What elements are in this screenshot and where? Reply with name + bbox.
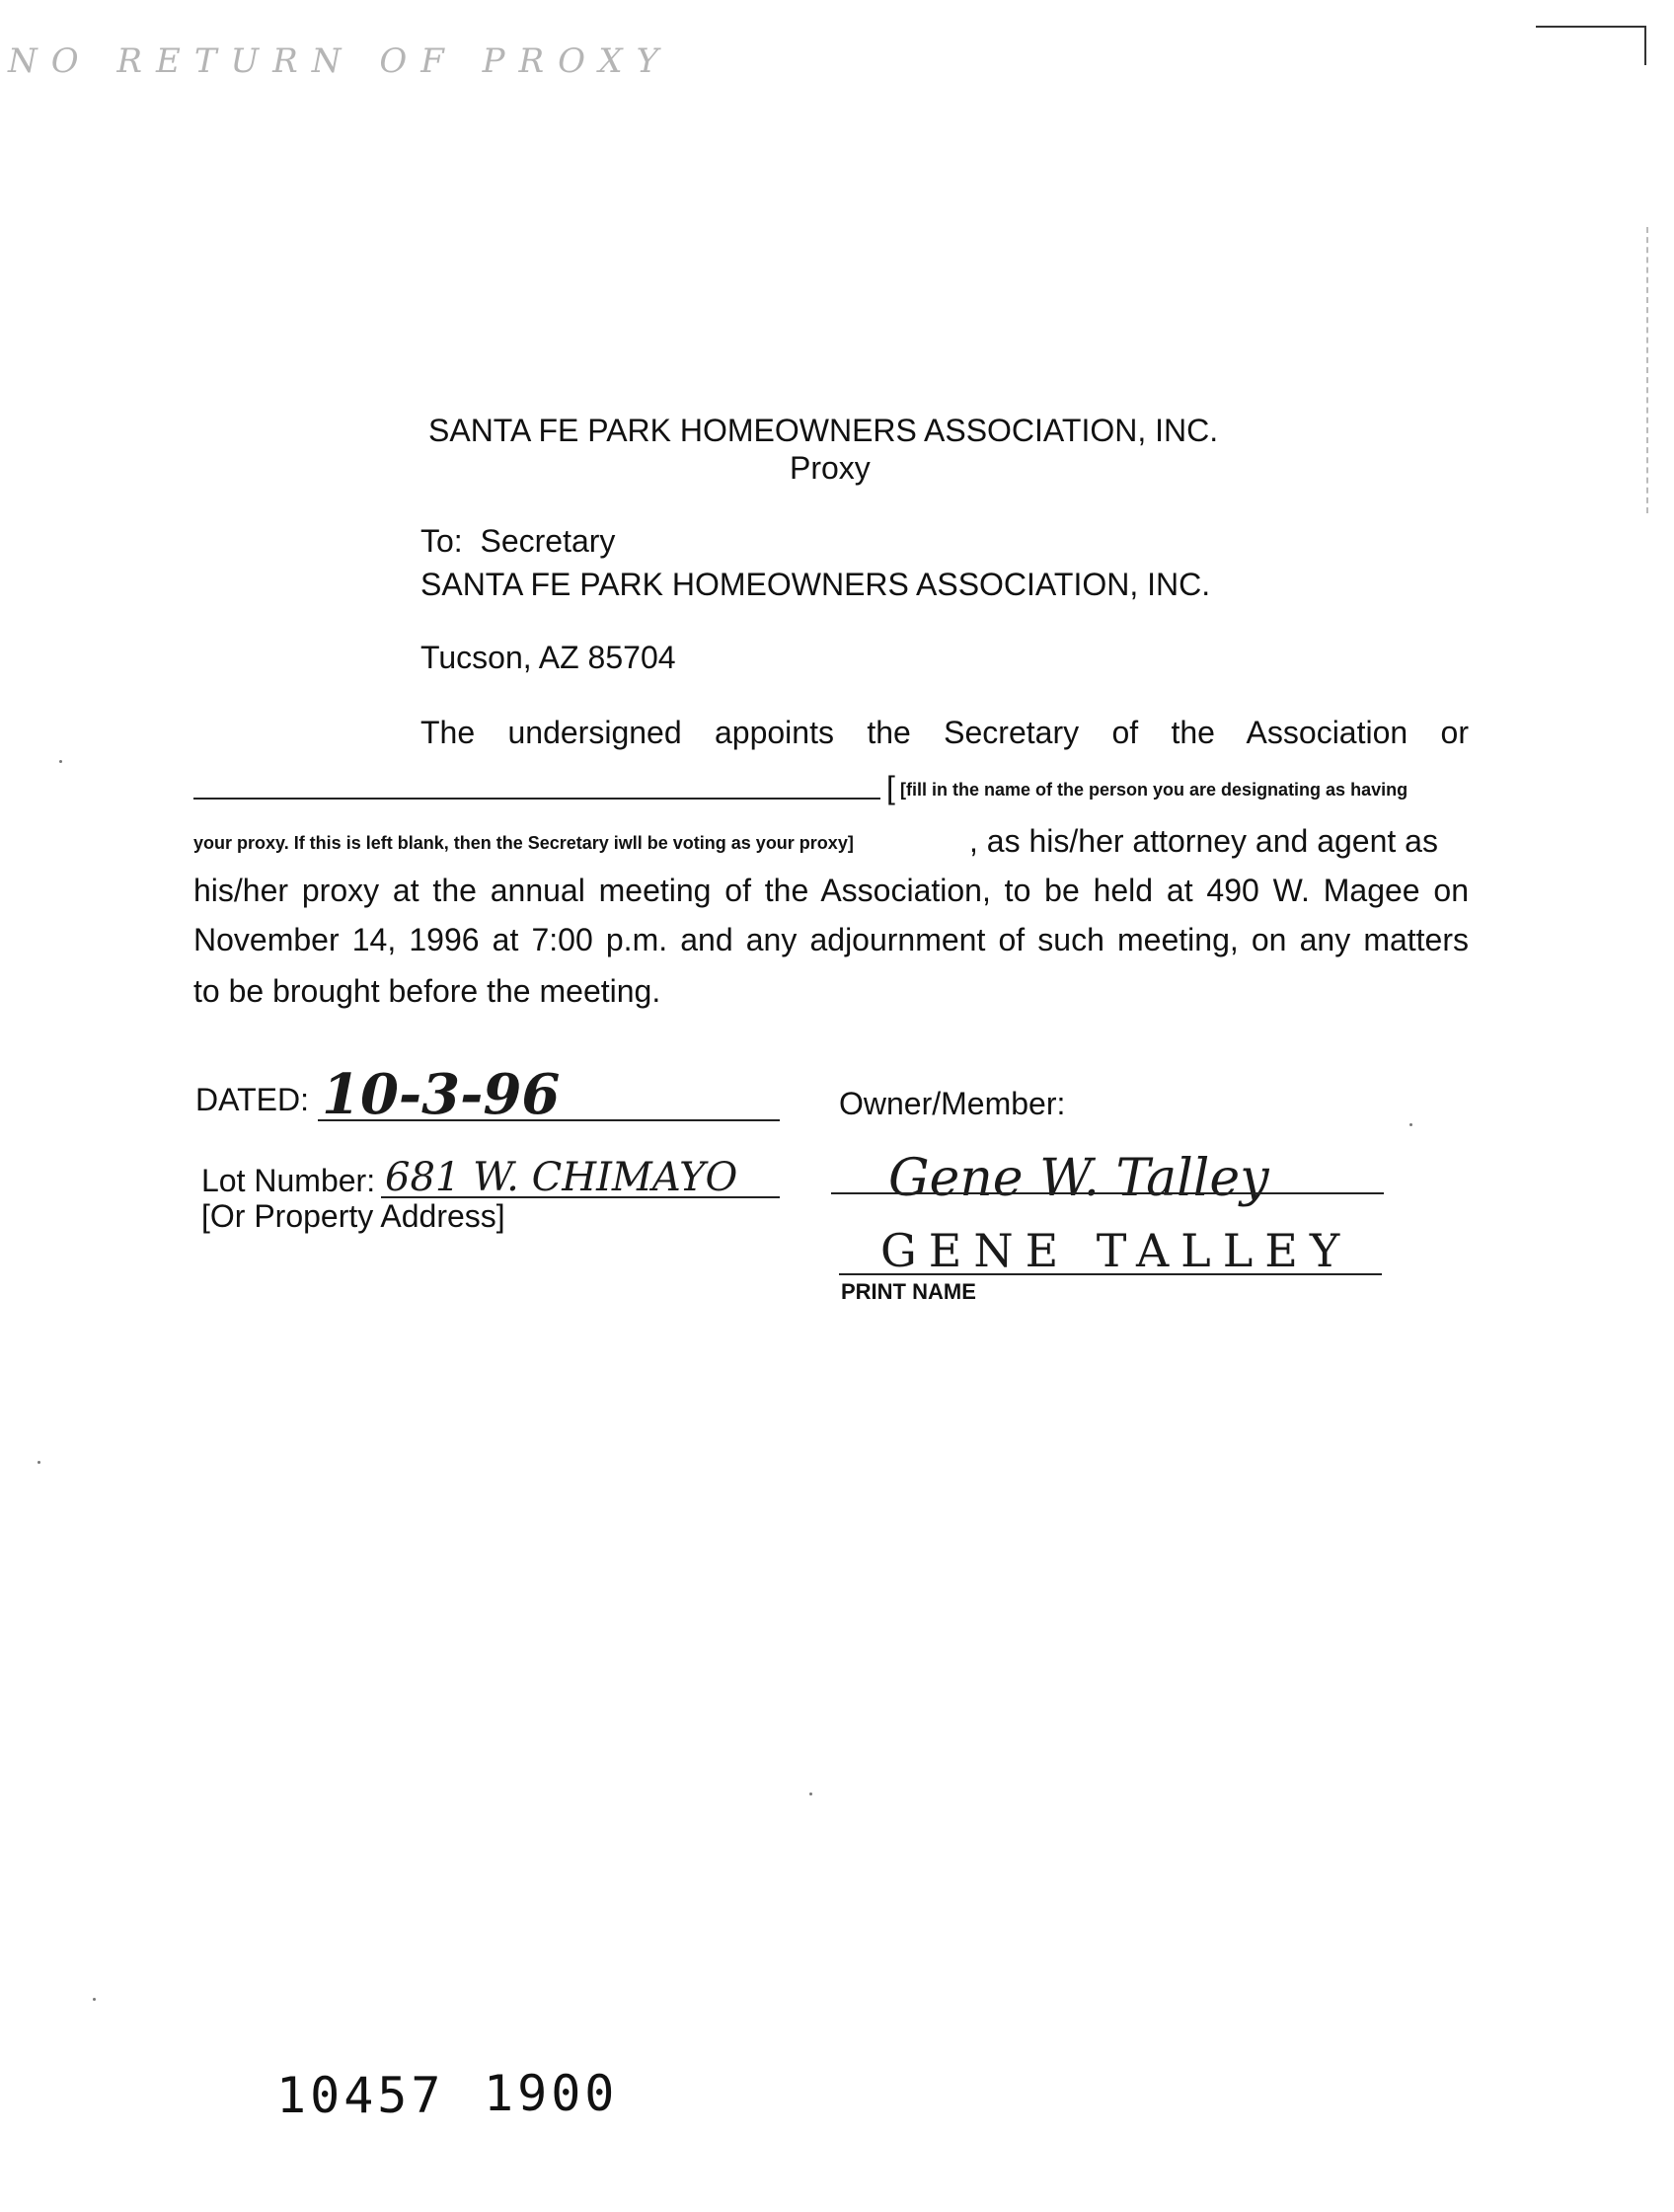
dated-line — [318, 1119, 780, 1121]
signature-line — [831, 1192, 1384, 1194]
print-name-handwritten: GENE TALLEY — [880, 1224, 1352, 1277]
body-instruction-1: [fill in the name of the person you are designating as having — [900, 780, 1408, 800]
body-line-1: The undersigned appoints the Secretary of the Association or — [420, 715, 1469, 750]
address-city: Tucson, AZ 85704 — [420, 640, 676, 675]
header-doc-type: Proxy — [790, 450, 871, 486]
dated-handwritten-value: 10-3-96 — [322, 1062, 561, 1127]
body-line-4: his/her proxy at the annual meeting of the Association, to be held at 490 W. Magee on — [193, 873, 1469, 908]
scan-edge-dashes — [1646, 227, 1650, 513]
lot-number-handwritten-value: 681 W. CHIMAYO — [385, 1155, 738, 1200]
scan-speck — [1409, 1123, 1412, 1126]
dated-label: DATED: — [195, 1082, 309, 1117]
top-note: NO RETURN OF PROXY — [8, 41, 673, 81]
scan-speck — [38, 1461, 40, 1464]
bates-number-left: 10457 — [276, 2067, 445, 2124]
scan-edge-mark — [1644, 26, 1646, 65]
scan-speck — [809, 1792, 812, 1795]
bracket-open: [ — [886, 770, 895, 805]
print-name-label: PRINT NAME — [841, 1279, 976, 1304]
bates-number-right: 1900 — [484, 2065, 619, 2122]
owner-signature: Gene W. Talley — [888, 1149, 1269, 1208]
lot-number-sublabel: [Or Property Address] — [201, 1198, 505, 1234]
proxy-name-blank-line — [193, 798, 880, 800]
address-to: To: Secretary — [420, 523, 616, 559]
lot-number-label: Lot Number: — [201, 1163, 376, 1198]
owner-member-label: Owner/Member: — [839, 1086, 1066, 1121]
scan-corner-mark — [1536, 26, 1646, 28]
address-org: SANTA FE PARK HOMEOWNERS ASSOCIATION, INC. — [420, 567, 1211, 602]
scan-speck — [59, 760, 62, 763]
body-line-6: to be brought before the meeting. — [193, 973, 661, 1009]
print-name-line — [839, 1273, 1382, 1275]
scan-speck — [93, 1998, 96, 2001]
body-line-3-tail: , as his/her attorney and agent as — [969, 823, 1438, 859]
header-org: SANTA FE PARK HOMEOWNERS ASSOCIATION, INC. — [428, 413, 1219, 448]
body-instruction-2: your proxy. If this is left blank, then the Secretary iwll be voting as your proxy] — [193, 833, 854, 853]
body-line-5: November 14, 1996 at 7:00 p.m. and any adjournment of such meeting, on any matters — [193, 922, 1469, 957]
